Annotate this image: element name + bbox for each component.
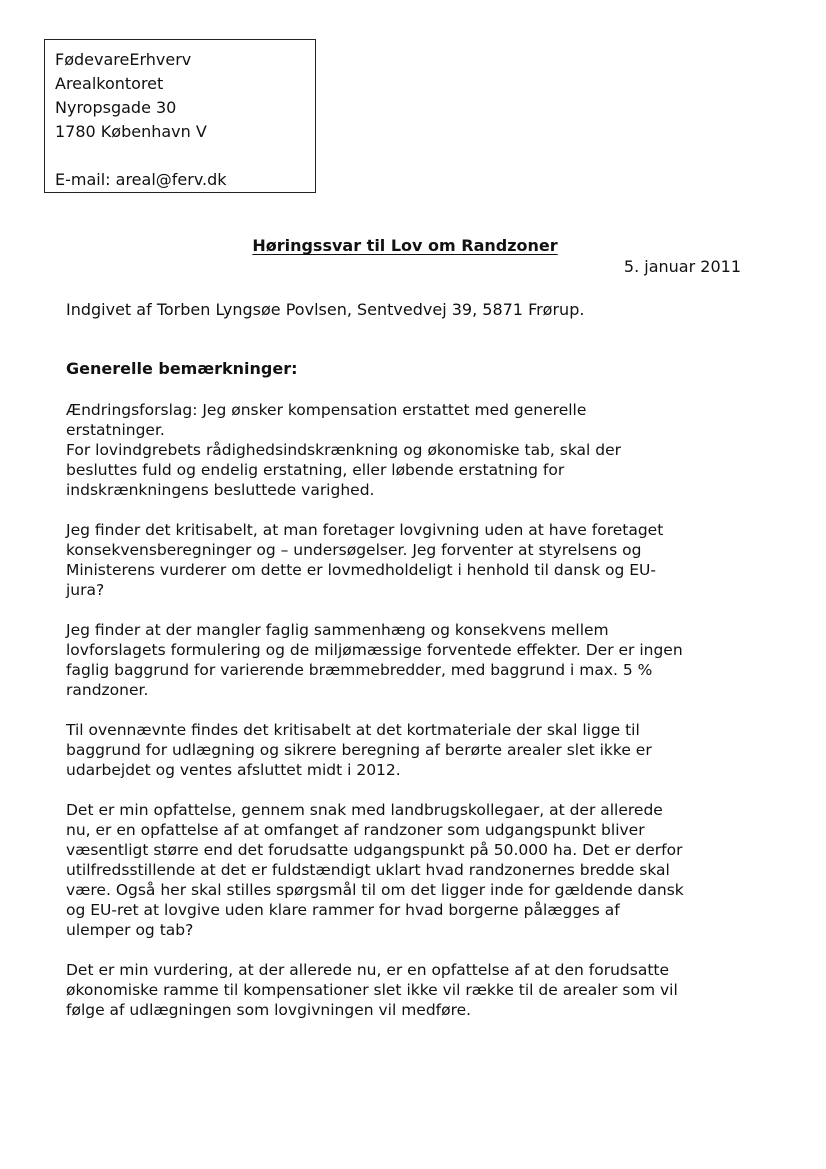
recipient-email: E-mail: areal@ferv.dk xyxy=(55,170,227,189)
paragraph-line: Det er min opfattelse, gennem snak med landbrugskollegaer, at der allerede xyxy=(66,801,663,819)
paragraph-line: indskrænkningens besluttede varighed. xyxy=(66,481,375,499)
paragraph-line: væsentligt større end det forudsatte udgangspunkt på 50.000 ha. Det er derfor xyxy=(66,841,683,859)
paragraph-line: For lovindgrebets rådighedsindskrænkning og økonomiske tab, skal der xyxy=(66,441,622,459)
recipient-department: Arealkontoret xyxy=(55,74,164,93)
recipient-street: Nyropsgade 30 xyxy=(55,98,177,117)
paragraph-line: ulemper og tab? xyxy=(66,921,194,939)
body-paragraph xyxy=(66,720,756,780)
paragraph-line: besluttes fuld og endelig erstatning, eller løbende erstatning for xyxy=(66,461,565,479)
section-heading: Generelle bemærkninger: xyxy=(66,359,298,378)
paragraph-line: Ændringsforslag: Jeg ønsker kompensation erstattet med generelle xyxy=(66,401,587,419)
address-spacer xyxy=(55,144,315,168)
recipient-address-box xyxy=(44,39,316,193)
paragraph-line: økonomiske ramme til kompensationer slet ikke vil række til de arealer som vil xyxy=(66,981,678,999)
body-paragraph xyxy=(66,800,756,940)
document-body xyxy=(66,400,756,1040)
recipient-name: FødevareErhverv xyxy=(55,50,192,69)
document-date: 5. januar 2011 xyxy=(623,257,741,276)
paragraph-line: konsekvensberegninger og – undersøgelser. Jeg forventer at styrelsens og xyxy=(66,541,642,559)
paragraph-line: baggrund for udlægning og sikrere beregning af berørte arealer slet ikke er xyxy=(66,741,652,759)
paragraph-line: faglig baggrund for varierende bræmmebredder, med baggrund i max. 5 % xyxy=(66,661,653,679)
paragraph-line: nu, er en opfattelse af at omfanget af randzoner som udgangspunkt bliver xyxy=(66,821,645,839)
paragraph-line: følge af udlægningen som lovgivningen vil medføre. xyxy=(66,1001,472,1019)
recipient-city: 1780 København V xyxy=(55,122,207,141)
paragraph-line: Det er min vurdering, at der allerede nu, er en opfattelse af at den forudsatte xyxy=(66,961,670,979)
submitted-by-line: Indgivet af Torben Lyngsøe Povlsen, Sentvedvej 39, 5871 Frørup. xyxy=(66,300,585,319)
document-title: Høringssvar til Lov om Randzoner xyxy=(252,236,558,255)
body-paragraph xyxy=(66,960,756,1020)
paragraph-line: udarbejdet og ventes afsluttet midt i 2012. xyxy=(66,761,401,779)
paragraph-line: jura? xyxy=(66,581,105,599)
body-paragraph xyxy=(66,620,756,700)
paragraph-line: og EU-ret at lovgive uden klare rammer for hvad borgerne pålægges af xyxy=(66,901,620,919)
paragraph-line: lovforslagets formulering og de miljømæssige forventede effekter. Der er ingen xyxy=(66,641,683,659)
paragraph-line: erstatninger. xyxy=(66,421,165,439)
paragraph-line: Til ovennævnte findes det kritisabelt at det kortmateriale der skal ligge til xyxy=(66,721,640,739)
body-paragraph xyxy=(66,400,756,500)
paragraph-line: Ministerens vurderer om dette er lovmedholdeligt i henhold til dansk og EU- xyxy=(66,561,656,579)
paragraph-line: Jeg finder at der mangler faglig sammenhæng og konsekvens mellem xyxy=(66,621,609,639)
paragraph-line: være. Også her skal stilles spørgsmål til om det ligger inde for gældende dansk xyxy=(66,881,684,899)
body-paragraph xyxy=(66,520,756,600)
paragraph-line: Jeg finder det kritisabelt, at man foretager lovgivning uden at have foretaget xyxy=(66,521,664,539)
paragraph-line: utilfredsstillende at det er fuldstændigt uklart hvad randzonernes bredde skal xyxy=(66,861,670,879)
paragraph-line: randzoner. xyxy=(66,681,149,699)
